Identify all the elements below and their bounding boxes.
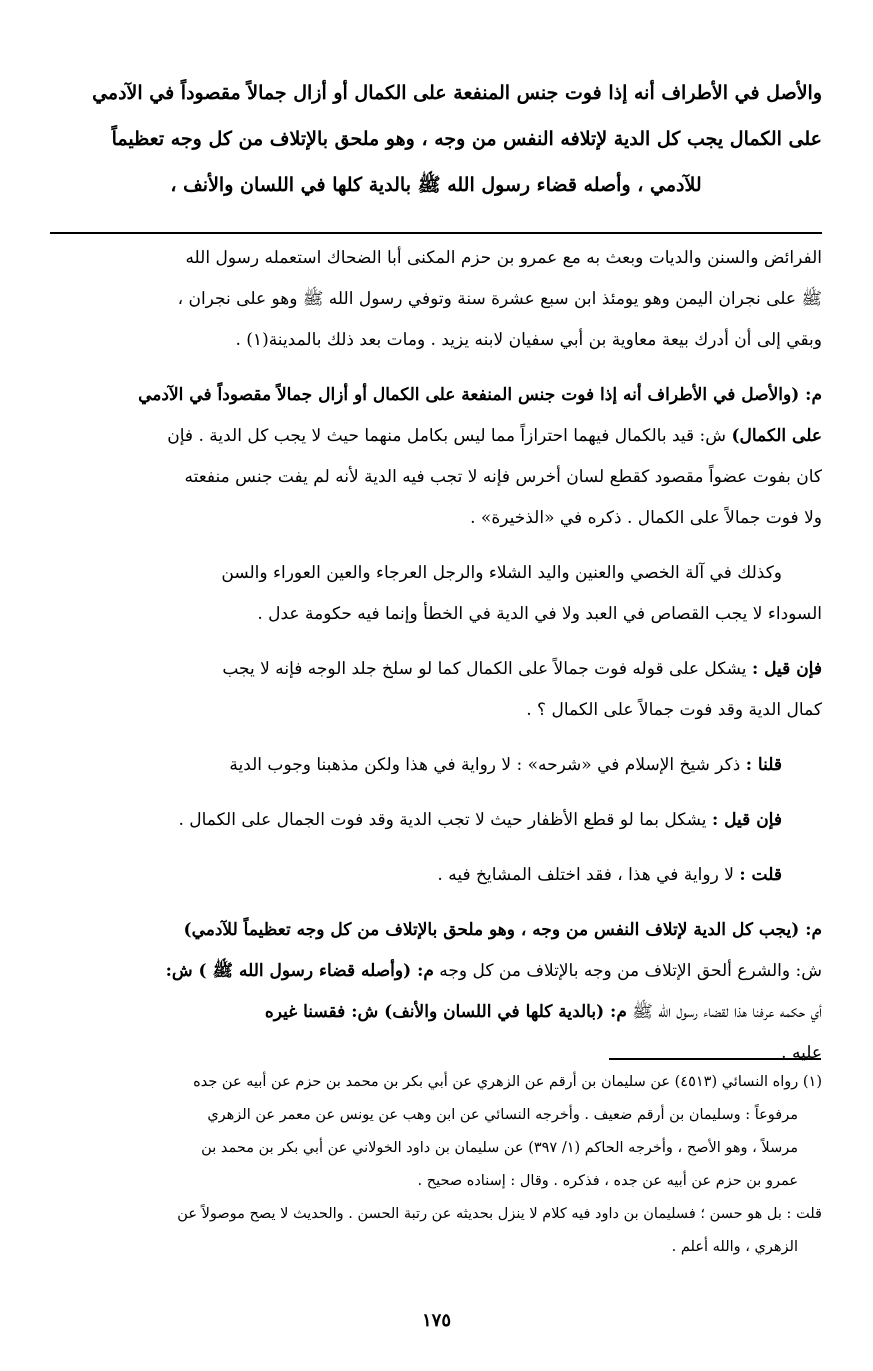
commentary-line: الفرائض والسنن والديات وبعث به مع عمرو بن حزم المكنى أبا الضحاك استعمله رسول الله [185, 248, 822, 268]
commentary-text [50, 238, 822, 1074]
commentary-text-run: يشكل بما لو قطع الأظفار حيث لا تجب الدية وقد فوت الجمال على الكمال . [178, 810, 712, 830]
commentary-line: السوداء لا يجب القصاص في العبد ولا في الدية في الخطأ وإنما فيه حكومة عدل . [257, 604, 822, 624]
matn-line: والأصل في الأطراف أنه إذا فوت جنس المنفعة على الكمال أو أزال جمالاً مقصوداً في الآدمي [92, 82, 822, 104]
commentary-line [50, 416, 822, 457]
commentary-line: وكذلك في آلة الخصي والعنين واليد الشلاء والرجل العرجاء والعين العوراء والسن [221, 563, 782, 583]
matn-divider [50, 232, 822, 234]
commentary-text-run: أي حكمه عرفنا هذا لقضاء رسول الله ﷺ [626, 1002, 822, 1022]
question-lead: فإن قيل : [751, 659, 822, 679]
commentary-text-run: ذكر شيخ الإسلام في «شرحه» : لا رواية في هذا ولكن مذهبنا وجوب الدية [229, 755, 746, 775]
commentary-text-run: ش: قيد بالكمال فيهما احترازاً مما ليس بكامل منهما حيث لا يجب كل الدية . فإن [167, 426, 732, 446]
answer-lead: قلت : [739, 865, 782, 885]
footnote-line: عمرو بن حزم عن أبيه عن جده ، فذكره . وقال : إسناده صحيح . [417, 1173, 798, 1189]
commentary-text-run: يشكل على قوله فوت جمالاً على الكمال كما لو سلخ جلد الوجه فإنه لا يجب [222, 659, 752, 679]
commentary-text-run: ش: والشرع ألحق الإتلاف من وجه بالإتلاف من كل وجه [433, 961, 822, 981]
commentary-text-run: ش: فقسنا غيره [264, 1002, 385, 1022]
question-lead: فإن قيل : [711, 810, 782, 830]
page-number: ١٧٥ [421, 1310, 451, 1331]
commentary-text-run: لا رواية في هذا ، فقد اختلف المشايخ فيه . [437, 865, 740, 885]
answer-lead: قلنا : [745, 755, 782, 775]
matn-line: على الكمال يجب كل الدية لإتلافه النفس من وجه ، وهو ملحق بالإتلاف من كل وجه تعظيماً [111, 128, 822, 150]
commentary-line [50, 745, 822, 786]
commentary-line: عليه . [781, 1043, 822, 1063]
commentary-line [50, 649, 822, 690]
footnote-line: قلت : بل هو حسن ؛ فسليمان بن داود فيه كلام لا ينزل بحديثه عن رتبة الحسن . والحديث لا يصح موصولاً عن [177, 1206, 822, 1222]
footnote-line: الزهري ، والله أعلم . [671, 1239, 798, 1255]
commentary-line: م: (والأصل في الأطراف أنه إذا فوت جنس المنفعة على الكمال أو أزال جمالاً مقصوداً في الآدمي [138, 385, 822, 405]
footnote-line: (١) رواه النسائي (٤٥١٣) عن سليمان بن أرقم عن الزهري عن أبي بكر بن محمد بن حزم عن أبيه عن جده [193, 1074, 822, 1090]
footnote-divider [609, 1058, 821, 1060]
quoted-matn: م: (وأصله قضاء رسول الله ﷺ ) ش: [165, 961, 434, 981]
commentary-line: وبقي إلى أن أدرك بيعة معاوية بن أبي سفيان لابنه يزيد . ومات بعد ذلك بالمدينة(١) . [235, 330, 822, 350]
quoted-matn: على الكمال) [731, 426, 822, 446]
commentary-line: كان بفوت عضواً مقصود كقطع لسان أخرس فإنه لا تجب فيه الدية لأنه لم يفت جنس منفعته [184, 467, 822, 487]
commentary-line [50, 951, 822, 992]
commentary-line [50, 855, 822, 896]
footnotes [50, 1066, 822, 1264]
commentary-line: ولا فوت جمالاً على الكمال . ذكره في «الذخيرة» . [470, 508, 822, 528]
commentary-line: ﷺ على نجران اليمن وهو يومئذ ابن سبع عشرة سنة وتوفي رسول الله ﷺ وهو على نجران ، [177, 289, 822, 309]
commentary-line: م: (يجب كل الدية لإتلاف النفس من وجه ، وهو ملحق بالإتلاف من كل وجه تعظيماً للآدمي) [183, 920, 822, 940]
commentary-line: كمال الدية وقد فوت جمالاً على الكمال ؟ . [526, 700, 822, 720]
footnote-line: مرسلاً ، وهو الأصح ، وأخرجه الحاكم (١/ ٣٩٧) عن سليمان بن داود الخولاني عن أبي بكر بن محمد بن [201, 1140, 798, 1156]
footnote-line: مرفوعاً : وسليمان بن أرقم ضعيف . وأخرجه النسائي عن ابن وهب عن يونس عن معمر عن الزهري [207, 1107, 798, 1123]
commentary-line [50, 992, 822, 1033]
commentary-line [50, 800, 822, 841]
matn-line: للآدمي ، وأصله قضاء رسول الله ﷺ بالدية كلها في اللسان والأنف ، [170, 174, 702, 196]
quoted-matn: م: (بالدية كلها في اللسان والأنف) [384, 1002, 627, 1022]
matn-text [50, 70, 822, 208]
